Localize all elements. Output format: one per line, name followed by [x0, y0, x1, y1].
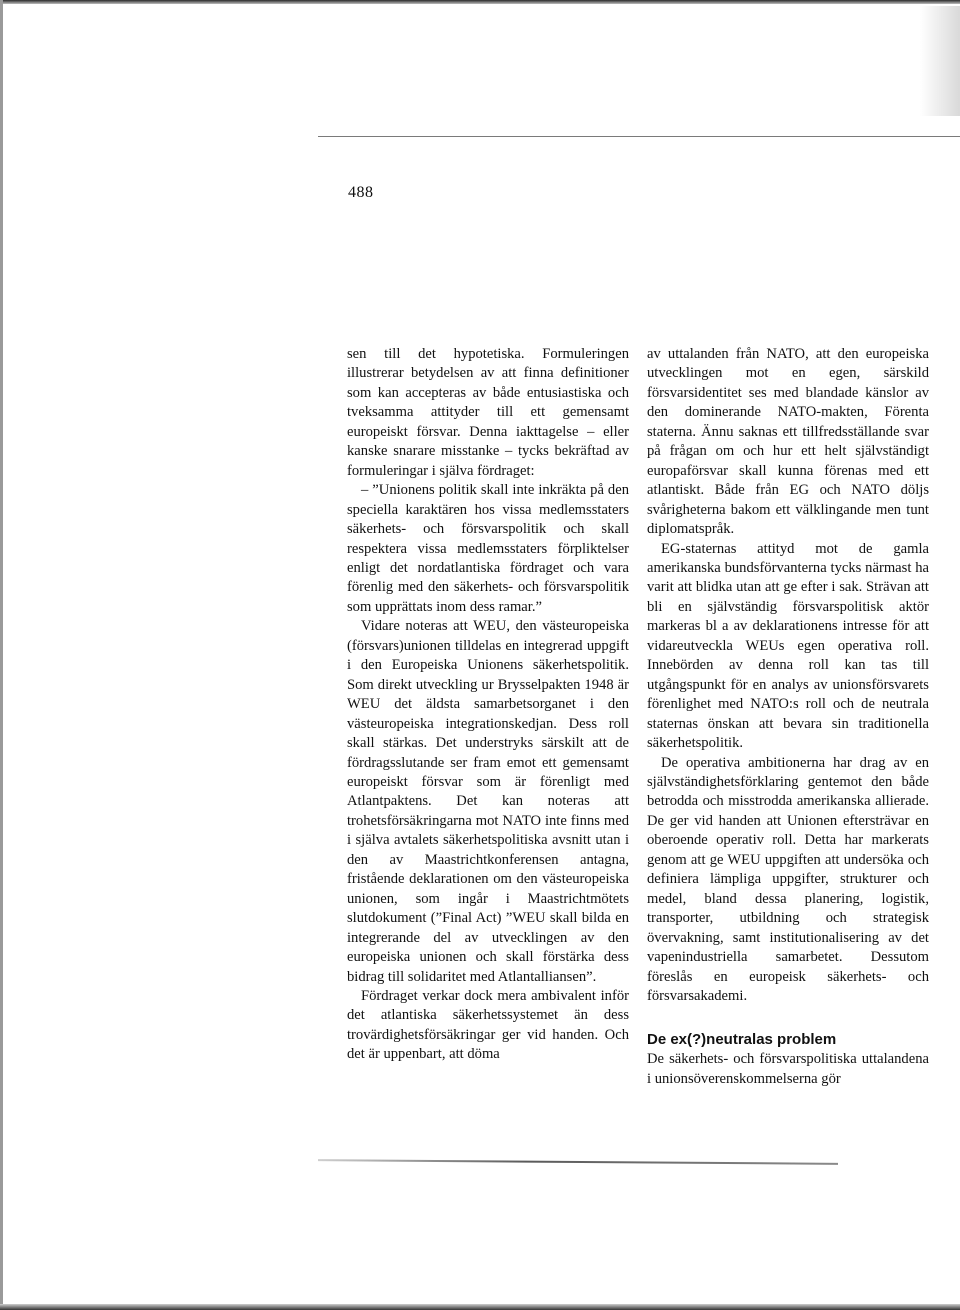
- body-paragraph: De operativa ambitionerna har drag av en självständighetsförklaring gentemot den både betrodda och misstrodda amerikanska allierade. De ger vid handen att Unionen eftersträvar en oberoende operativ roll. Detta har markerats genom att ge WEU uppgiften att undersöka och definiera lämpliga uppgifter, strukturer och medel, bland dessa planering, logistik, transporter, utbildning och strategisk övervakning, samt institutionalisering av det vapenindustriella samarbetet. Dessutom föreslås en europeisk säkerhets- och försvarsakademi.: [647, 754, 929, 1004]
- scan-edge-top: [0, 0, 960, 4]
- body-paragraph: Fördraget verkar dock mera ambivalent inför det atlantiska säkerhetssystemet än dess trovärdighetsförsäkringar ger vid handen. Och det är uppenbart, att döma: [347, 987, 629, 1063]
- body-paragraph: Vidare noteras att WEU, den västeuropeiska (försvars)unionen tilldelas en integrerad uppgift i den Europeiska Unionens säkerhetspolitik. Som direkt utveckling ur Brysselpakten 1948 är WEU det äldsta samarbetsorganet i den västeuropeiska integrationskedjan. Dess roll skall stärkas. Det understryks särskilt att de fördragsslutande ser fram emot ett gemensamt europeiskt försvar som är förenligt med Atlantpaktens. Det kan noteras att trohetsförsäkringarna mot NATO inte finns med i själva avtalets säkerhetspolitiska avsnitt utan i den av Maastrichtkonferensen antagna, fristående deklarationen om den västeuropeiska unionen, som ingår i Maastrichtmötets slutdokument (”Final Act) ”WEU skall bilda en integrerande del av utvecklingen av den europeiska unionen och skall förstärka dess bidrag till solidaritet med Atlantalliansen”.: [347, 618, 629, 985]
- right-text-column: [647, 345, 929, 1089]
- scan-corner-shadow: [920, 6, 960, 116]
- page-fold-line-bottom: [318, 1159, 838, 1165]
- scan-edge-left: [0, 0, 3, 1310]
- body-paragraph: sen till det hypotetiska. Formuleringen illustrerar betydelsen av att finna definitioner som kan accepteras av både entusiastiska och tveksamma attityder till ett gemensamt europeiskt försvar. Denna iakttagelse – eller kanske snarare misstanke – tycks bekräftad av formuleringar i själva fördraget:: [347, 346, 629, 479]
- section-heading: De ex(?)neutralas problem: [647, 1031, 837, 1049]
- left-text-column: [347, 345, 629, 1065]
- body-paragraph: EG-staternas attityd mot de gamla amerikanska bundsförvanterna tycks närmast ha varit att blidka utan att ge efter i sak. Strävan att bli en självständig försvarspolitisk aktör markeras bl a av deklarationens intresse för att vidareutveckla WEUs egen operativa roll. Innebörden av denna roll kan tas till utgångspunkt för en analys av unionsförsvarets förenlighet med NATO:s roll och de neutrala staternas önskan att bevara sin traditionella säkerhetspolitik.: [647, 540, 929, 752]
- scan-edge-bottom: [0, 1304, 960, 1310]
- body-paragraph: De säkerhets- och försvarspolitiska uttalandena i unionsöverenskommelserna gör: [647, 1051, 929, 1087]
- body-paragraph: av uttalanden från NATO, att den europeiska utvecklingen mot en egen, särskild försvarsidentitet ses med blandade känslor av den dominerande NATO-makten, Förenta staterna. Ännu saknas ett tillfredsställande svar på frågan om och hur ett helt självständigt europaförsvar skall kunna förenas med ett atlantiskt. Både från EG och NATO döljs svårigheterna bakom ett välklingande men tunt diplomatspråk.: [647, 346, 929, 538]
- treaty-quote: – ”Unionens politik skall inte inkräkta på den speciella karaktären hos vissa medlemsstaters säkerhets- och försvarspolitik och skall respektera vissa medlemsstaters förpliktelser enligt det nordatlantiska fördraget och vara förenlig med den säkerhets- och försvarspolitik som upprättats inom dess ramar.”: [347, 482, 629, 615]
- page-number: 488: [348, 184, 374, 201]
- page-fold-line-top: [318, 136, 960, 137]
